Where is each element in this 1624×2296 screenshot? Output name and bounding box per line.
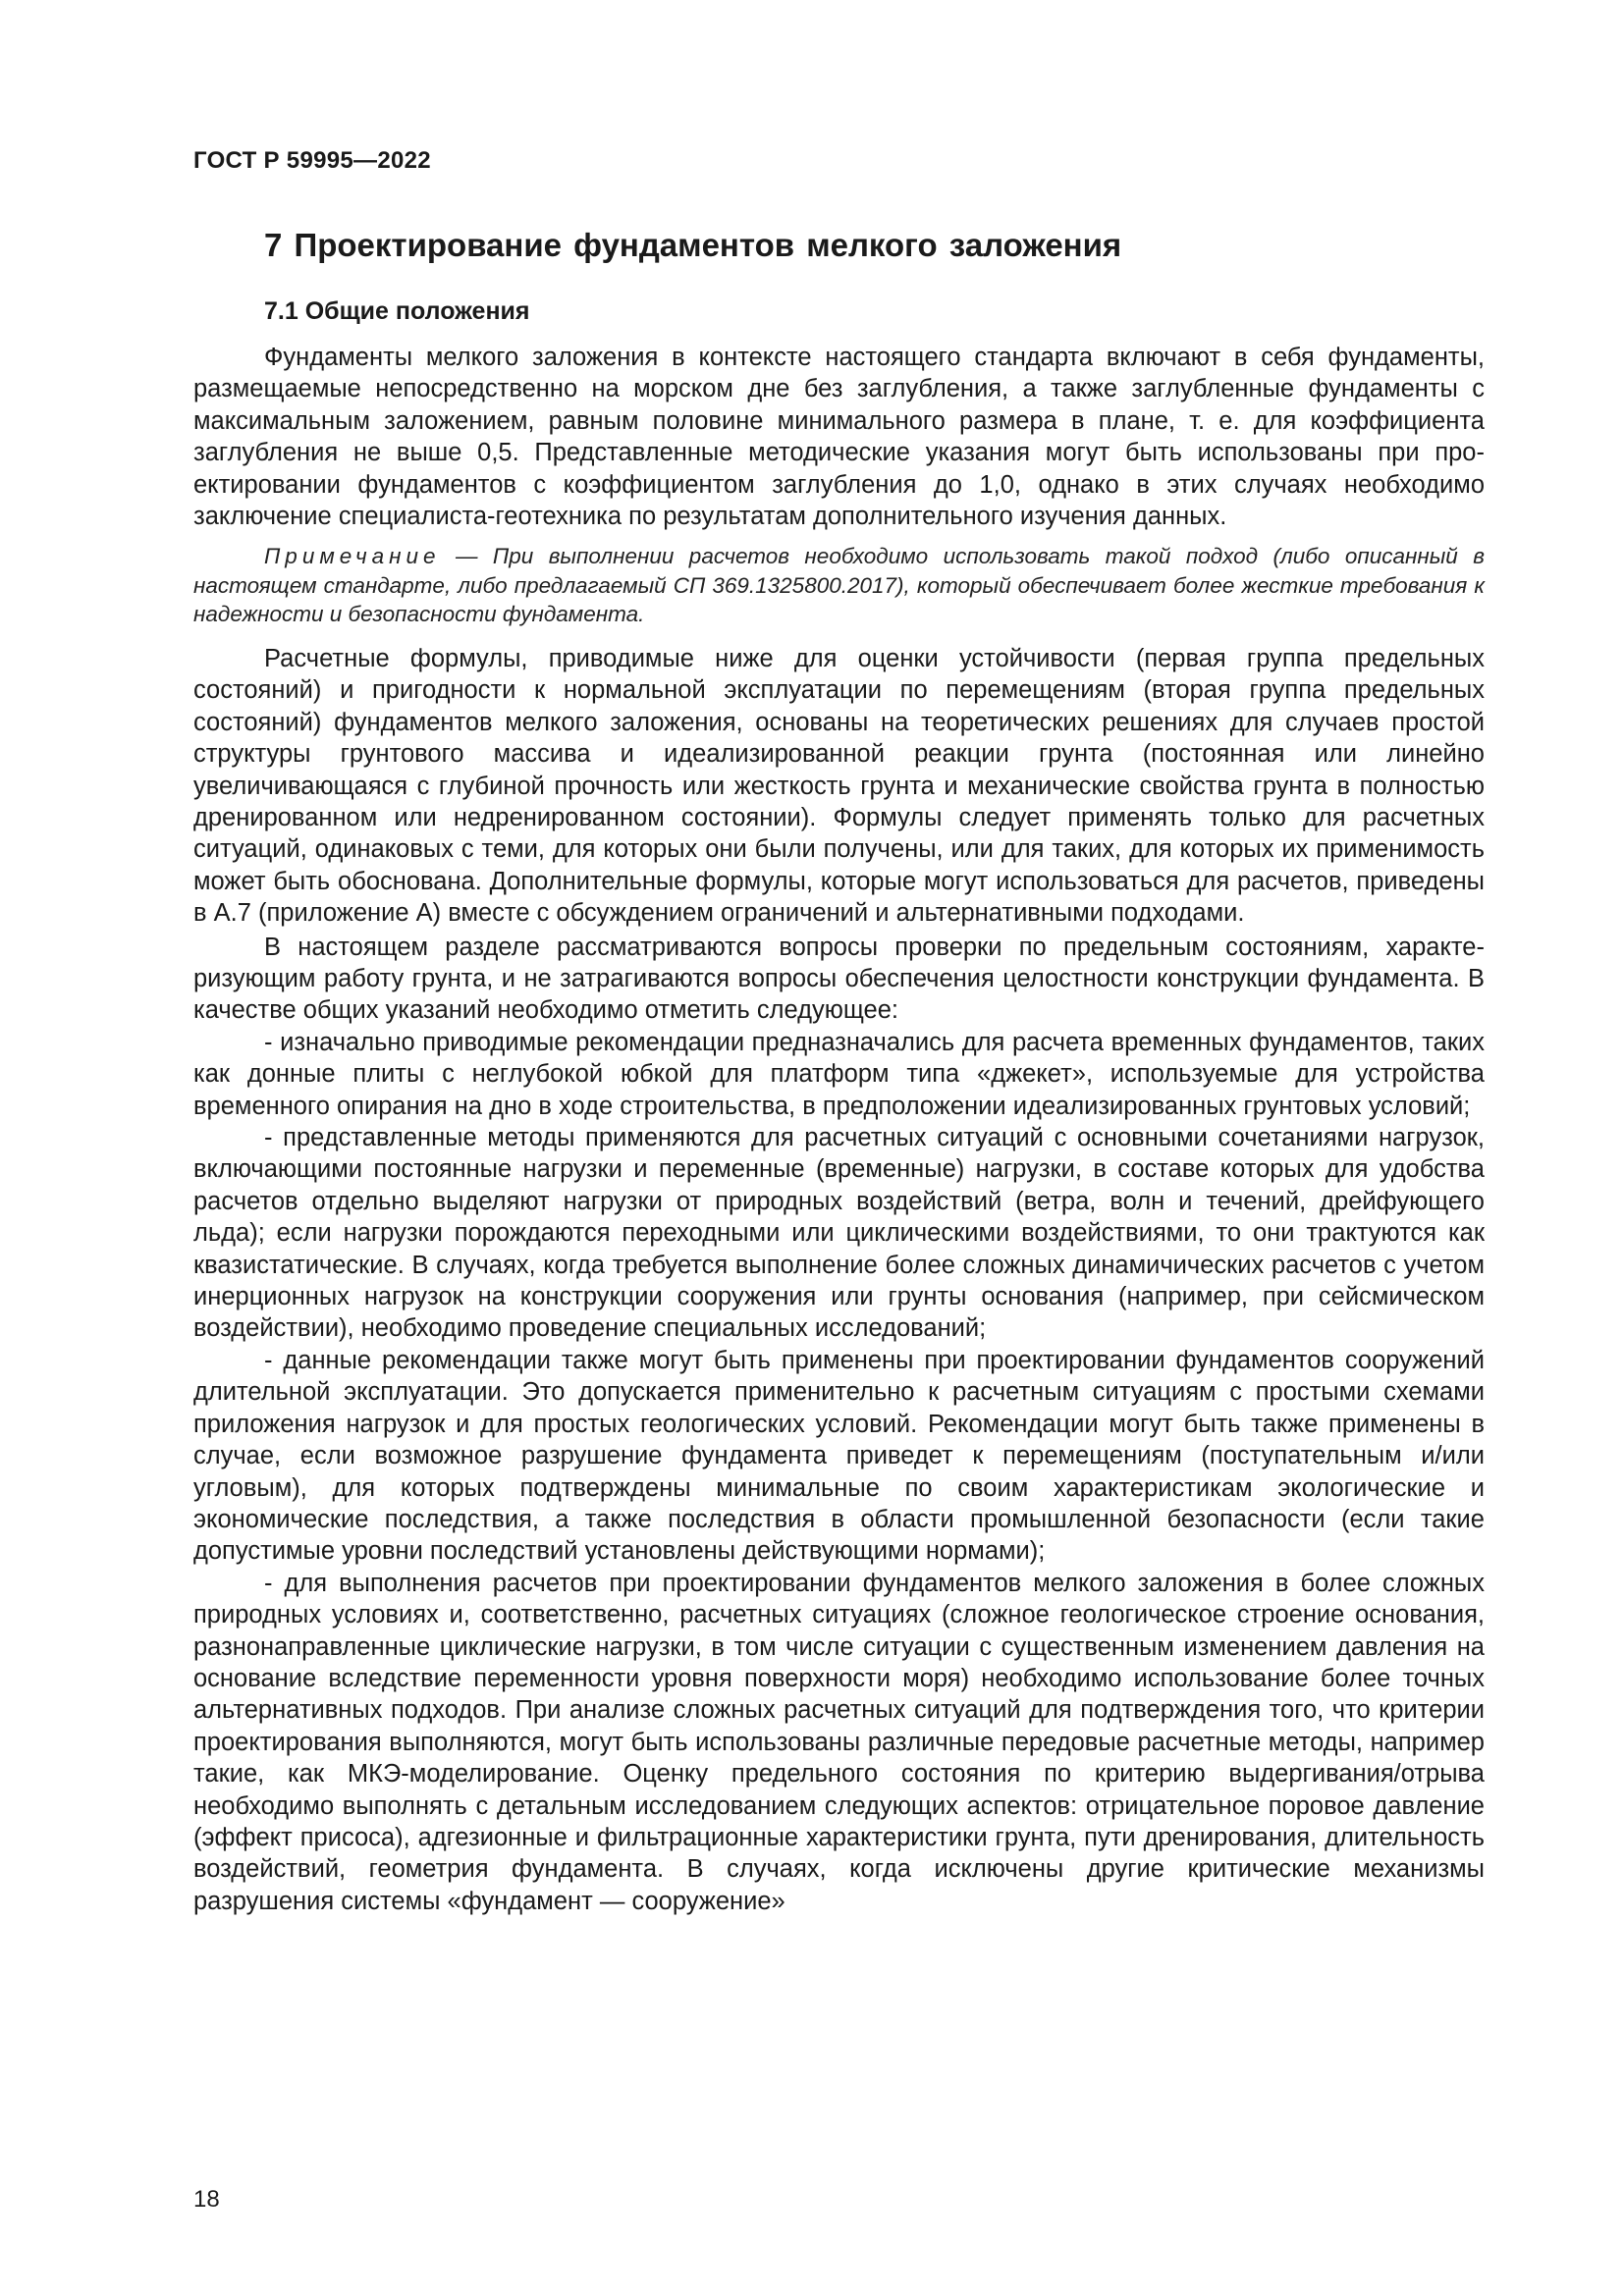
note-block xyxy=(193,542,1485,629)
paragraph-formulas: Расчетные формулы, приводимые ниже для оценки устойчивости (первая группа предельных состояний) и пригодности к нормальной эксплуатации по перемещениям (вторая группа предельных состояний) фундаментов мелкого заложения, основаны на теоретических решениях для случаев простой структуры грунтового массива и идеализированной реакции грунта (постоянная или линейно увеличивающаяся с глубиной прочность или жесткость грунта и механические свойства грунта в полностью дренированном или недренированном состоянии). Формулы следует применять только для расчетных ситуаций, одинаковых с теми, для которых они были получены, или для таких, для которых их применимость может быть обоснована. Дополнительные формулы, которые могут использоваться для расчетов, приведены в А.7 (приложение А) вместе с обсуждением ограничений и альтернативными подходами. xyxy=(193,644,1485,928)
page-number: 18 xyxy=(193,2186,220,2213)
paragraph-scope: Фундаменты мелкого заложения в контексте настоящего стандарта включают в себя фундаменты, размещаемые непосредственно на морском дне без заглубления, а также заглубленные фундаменты с максимальным заложением, равным половине минимального размера в плане, т. е. для коэффициента заглубления не выше 0,5. Представленные методические указания могут быть использованы при проектировании фундаментов с коэффициентом заглубления до 1,0, однако в этих случаях необходимо заключение специалиста-геотехника по результатам дополнительного изучения данных. xyxy=(193,344,1485,531)
list-item-long-term-structures: - данные рекомендации также могут быть применены при проектировании фундаментов сооружений длительной эксплуатации. Это допускается применительно к расчетным ситуациям с простыми схемами приложения нагрузок и для простых геологических условий. Рекомендации могут быть также применены в случае, если возможное разрушение фундамента приведет к перемещениям (поступательным и/или угловым), для которых подтверждены минимальные по своим характеристикам экологические и экономические последствия, а также последствия в области промышленной безопасности (если такие допустимые уровни последствий установлены действующими нормами); xyxy=(193,1346,1485,1566)
list-item-load-combinations: - представленные методы применяются для расчетных ситуаций с основными сочетаниями нагрузок, включающими постоянные нагрузки и переменные (временные) нагрузки, в составе которых для удобства расчетов отдельно выделяют нагрузки от природных воздействий (ветра, волн и течений, дрейфующего льда); если нагрузки порождаются переходными или циклическими воздействиями, то они трактуются как квазистатические. В случаях, когда требуется выполнение более сложных динамичических расчетов с учетом инерционных нагрузок на конструкции сооружения или грунты основания (например, при сейсмическом воздействии), необходимо проведение специальных исследований; xyxy=(193,1124,1485,1343)
list-item-temporary-foundations: - изначально приводимые рекомендации предназначались для расчета временных фундаментов, таких как донные плиты с неглубокой юбкой для платформ типа «джекет», используемые для устройства временного опирания на дно в ходе строительства, в предположении идеализированных грунтовых условий; xyxy=(193,1028,1485,1120)
note-label: Примечание xyxy=(264,544,441,569)
note-text: — При выполнении расчетов необходимо использовать такой подход (либо описанный в настоящем стандарте, либо предлагаемый СП 369.1325800.2017), который обеспечивает более жесткие требования к надежности и безопасности фундамента. xyxy=(193,544,1485,627)
subsection-title: 7.1 Общие положения xyxy=(264,297,530,325)
list-item-complex-conditions: - для выполнения расчетов при проектировании фундаментов мелкого заложения в более сложных природных условиях и, соответственно, расчетных ситуациях (сложное геологическое строение основания, разнонаправленные циклические нагрузки, в том числе ситуации с существенным изменением давления на основание вследствие переменности уровня поверхности моря) необходимо использование более точных альтернативных подходов. При анализе сложных расчетных ситуаций для подтверждения того, что критерии проектирования выполняются, могут быть использованы различные передовые расчетные методы, например такие, как МКЭ-моделирование. Оценку предельного состояния по критерию выдергивания/отрыва необходимо выполнять с детальным исследованием следующих аспектов: отрицательное поровое давление (эффект присоса), адгезионные и фильтрационные характеристики грунта, пути дренирования, длительность воздействий, геометрия фундамента. В случаях, когда исключены другие критические механизмы разрушения системы «фундамент — сооружение» xyxy=(193,1569,1485,1915)
standard-code-header: ГОСТ Р 59995—2022 xyxy=(193,147,431,174)
paragraph-limit-states: В настоящем разделе рассматриваются вопросы проверки по предельным состояниям, характеризующим работу грунта, и не затрагиваются вопросы обеспечения целостности конструкции фундамента. В качестве общих указаний необходимо отметить следующее: xyxy=(193,933,1485,1025)
page-content xyxy=(193,224,1485,1917)
section-title: 7 Проектирование фундаментов мелкого заложения xyxy=(264,227,1122,263)
